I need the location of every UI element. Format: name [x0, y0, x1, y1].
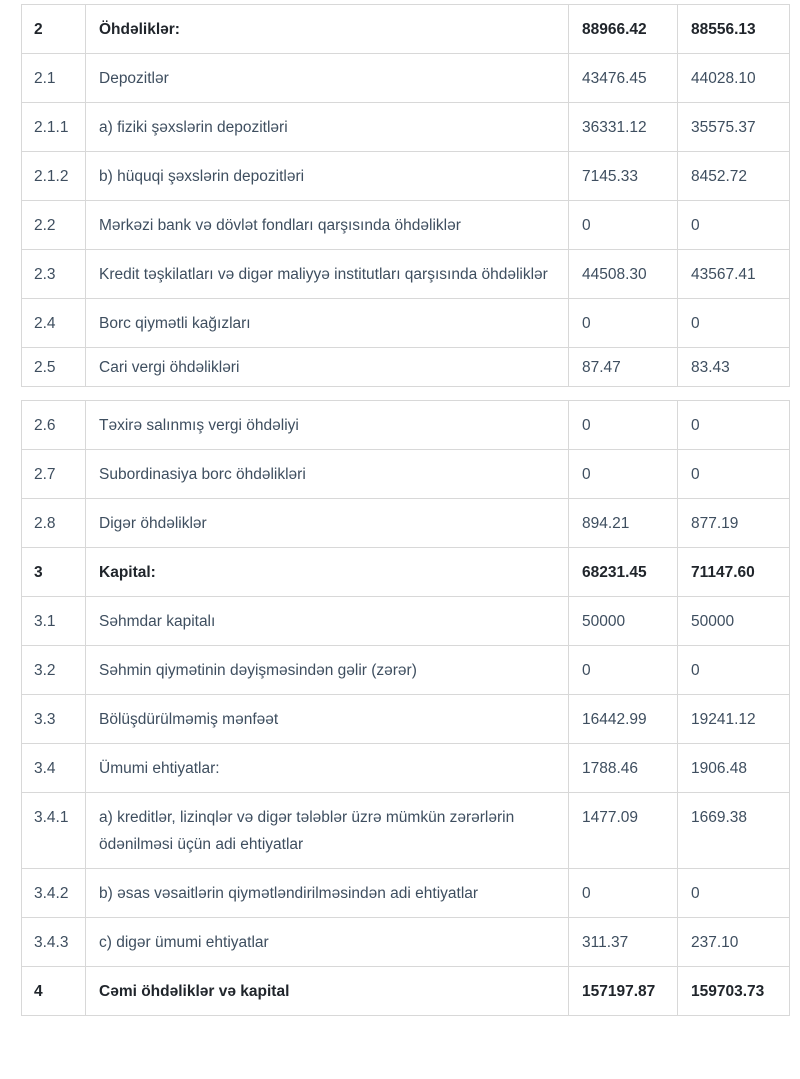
table-row — [22, 597, 790, 646]
row-label: Öhdəliklər: — [86, 5, 569, 54]
row-value-second: 159703.73 — [678, 967, 790, 1016]
row-label: Cəmi öhdəliklər və kapital — [86, 967, 569, 1016]
row-value-first: 0 — [569, 401, 678, 450]
row-code: 2.4 — [22, 299, 86, 348]
row-value-second: 0 — [678, 450, 790, 499]
table-row — [22, 250, 790, 299]
row-label: Bölüşdürülməmiş mənfəət — [86, 695, 569, 744]
table-row — [22, 299, 790, 348]
table-row — [22, 548, 790, 597]
row-value-first: 50000 — [569, 597, 678, 646]
row-code: 3.3 — [22, 695, 86, 744]
row-value-first: 1788.46 — [569, 744, 678, 793]
table-row — [22, 499, 790, 548]
table-row — [22, 401, 790, 450]
row-label: Kredit təşkilatları və digər maliyyə institutları qarşısında öhdəliklər — [86, 250, 569, 299]
row-code: 2.5 — [22, 348, 86, 387]
table-segment — [21, 400, 790, 1016]
row-code: 2.2 — [22, 201, 86, 250]
row-code: 3.4.2 — [22, 869, 86, 918]
row-value-second: 88556.13 — [678, 5, 790, 54]
table-row — [22, 5, 790, 54]
table-row — [22, 793, 790, 869]
row-value-first: 0 — [569, 646, 678, 695]
row-code: 3.1 — [22, 597, 86, 646]
table-row — [22, 695, 790, 744]
row-value-first: 0 — [569, 869, 678, 918]
row-value-second: 0 — [678, 646, 790, 695]
row-code: 3.2 — [22, 646, 86, 695]
row-label: Borc qiymətli kağızları — [86, 299, 569, 348]
row-code: 4 — [22, 967, 86, 1016]
row-value-first: 0 — [569, 299, 678, 348]
row-label: b) hüquqi şəxslərin depozitləri — [86, 152, 569, 201]
table-row — [22, 869, 790, 918]
row-label: Səhmin qiymətinin dəyişməsindən gəlir (zərər) — [86, 646, 569, 695]
table-row — [22, 201, 790, 250]
row-label: c) digər ümumi ehtiyatlar — [86, 918, 569, 967]
row-code: 2.6 — [22, 401, 86, 450]
row-label: Mərkəzi bank və dövlət fondları qarşısında öhdəliklər — [86, 201, 569, 250]
row-code: 2.1.1 — [22, 103, 86, 152]
row-code: 2.1.2 — [22, 152, 86, 201]
table-row — [22, 646, 790, 695]
row-label: Subordinasiya borc öhdəlikləri — [86, 450, 569, 499]
row-value-first: 311.37 — [569, 918, 678, 967]
row-code: 2.1 — [22, 54, 86, 103]
row-value-second: 19241.12 — [678, 695, 790, 744]
table-row — [22, 450, 790, 499]
row-value-second: 8452.72 — [678, 152, 790, 201]
row-value-second: 0 — [678, 401, 790, 450]
row-value-first: 44508.30 — [569, 250, 678, 299]
table-row — [22, 918, 790, 967]
row-code: 2.3 — [22, 250, 86, 299]
row-value-second: 1906.48 — [678, 744, 790, 793]
row-value-first: 43476.45 — [569, 54, 678, 103]
row-value-first: 1477.09 — [569, 793, 678, 869]
row-code: 2 — [22, 5, 86, 54]
table-row — [22, 348, 790, 387]
row-label: Cari vergi öhdəlikləri — [86, 348, 569, 387]
row-value-second: 43567.41 — [678, 250, 790, 299]
table-row — [22, 967, 790, 1016]
row-value-second: 83.43 — [678, 348, 790, 387]
row-value-first: 0 — [569, 450, 678, 499]
row-value-first: 88966.42 — [569, 5, 678, 54]
table-segment — [21, 4, 790, 387]
row-label: a) kreditlər, lizinqlər və digər tələblər üzrə mümkün zərərlərin ödənilməsi üçün adi ehtiyatlar — [86, 793, 569, 869]
row-code: 2.8 — [22, 499, 86, 548]
row-value-first: 7145.33 — [569, 152, 678, 201]
row-value-second: 877.19 — [678, 499, 790, 548]
row-label: Təxirə salınmış vergi öhdəliyi — [86, 401, 569, 450]
table-row — [22, 103, 790, 152]
row-value-first: 894.21 — [569, 499, 678, 548]
row-value-second: 71147.60 — [678, 548, 790, 597]
row-code: 3.4.3 — [22, 918, 86, 967]
row-label: Səhmdar kapitalı — [86, 597, 569, 646]
row-value-second: 50000 — [678, 597, 790, 646]
row-value-second: 0 — [678, 201, 790, 250]
row-value-second: 0 — [678, 869, 790, 918]
row-value-second: 44028.10 — [678, 54, 790, 103]
row-label: Kapital: — [86, 548, 569, 597]
row-label: Ümumi ehtiyatlar: — [86, 744, 569, 793]
row-code: 3.4 — [22, 744, 86, 793]
row-value-first: 16442.99 — [569, 695, 678, 744]
table-row — [22, 744, 790, 793]
row-label: Digər öhdəliklər — [86, 499, 569, 548]
balance-table — [21, 4, 789, 1016]
table-row — [22, 152, 790, 201]
table-row — [22, 54, 790, 103]
row-code: 3 — [22, 548, 86, 597]
row-value-second: 237.10 — [678, 918, 790, 967]
row-code: 3.4.1 — [22, 793, 86, 869]
row-label: b) əsas vəsaitlərin qiymətləndirilməsindən adi ehtiyatlar — [86, 869, 569, 918]
row-value-second: 0 — [678, 299, 790, 348]
row-value-first: 157197.87 — [569, 967, 678, 1016]
row-label: Depozitlər — [86, 54, 569, 103]
row-value-first: 36331.12 — [569, 103, 678, 152]
row-value-first: 0 — [569, 201, 678, 250]
row-value-second: 1669.38 — [678, 793, 790, 869]
row-value-second: 35575.37 — [678, 103, 790, 152]
row-label: a) fiziki şəxslərin depozitləri — [86, 103, 569, 152]
row-code: 2.7 — [22, 450, 86, 499]
row-value-first: 68231.45 — [569, 548, 678, 597]
row-value-first: 87.47 — [569, 348, 678, 387]
